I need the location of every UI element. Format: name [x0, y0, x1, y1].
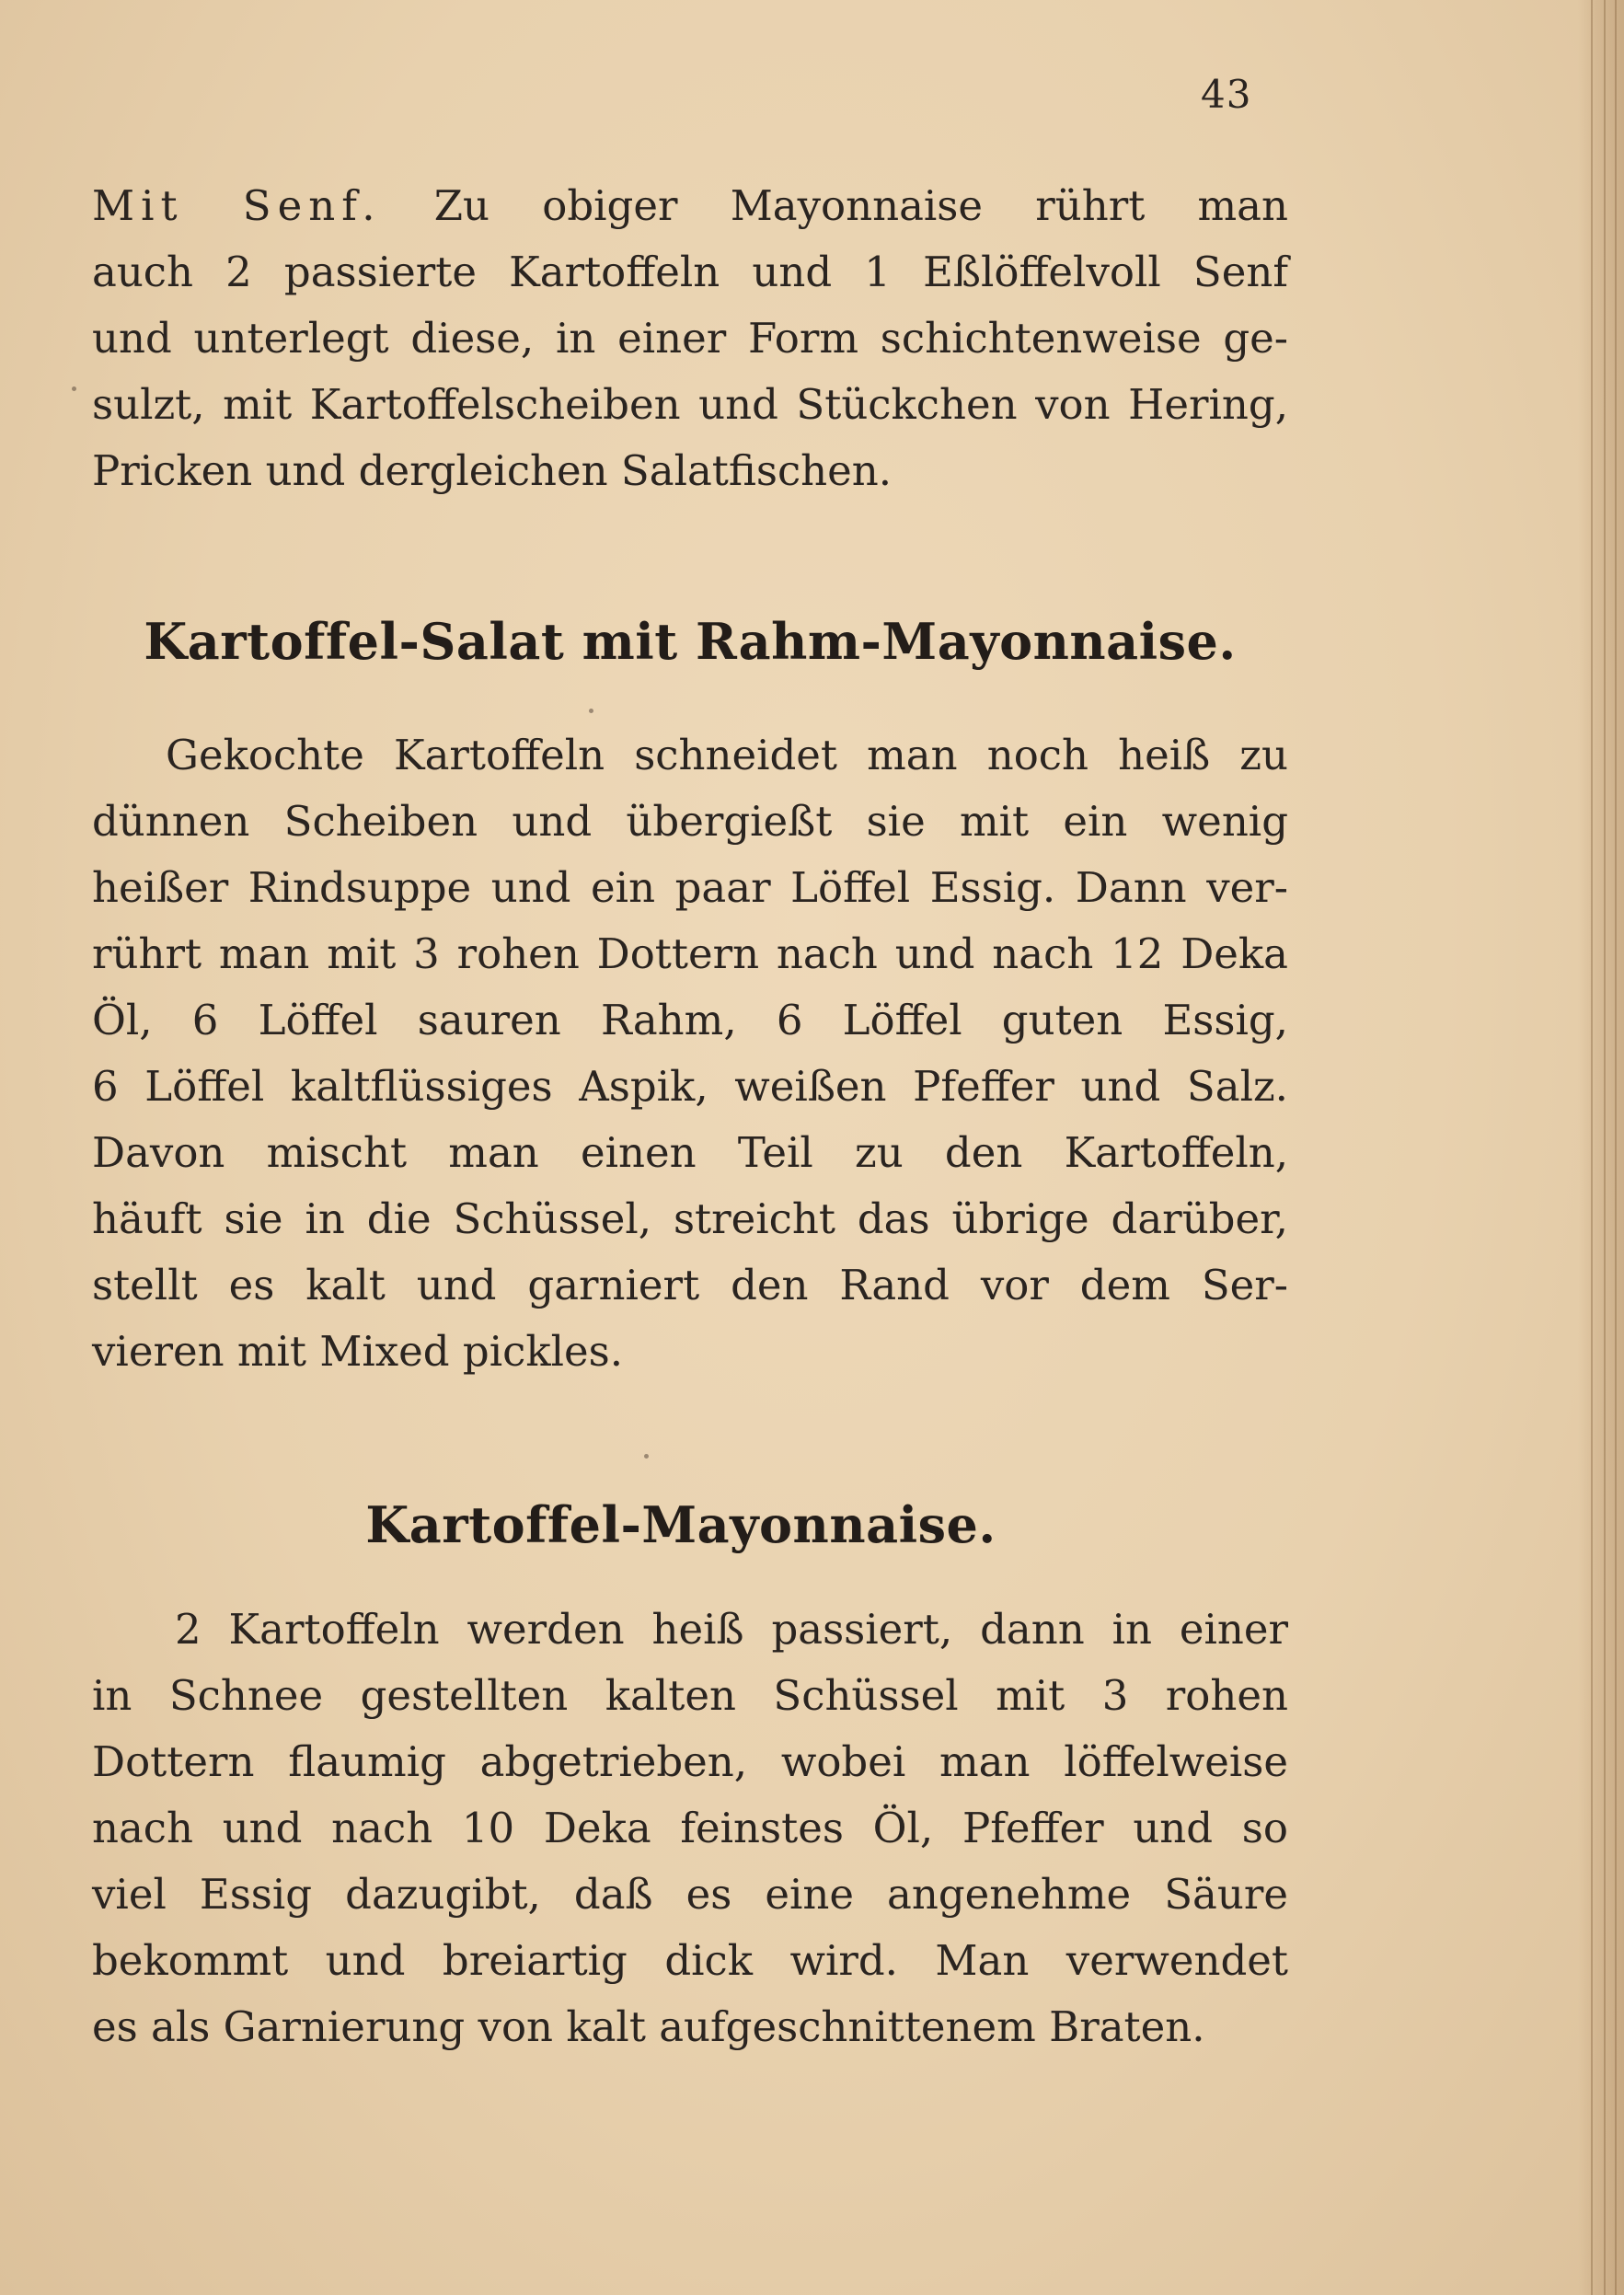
paragraph-line: in Schnee gestellten kalten Schüssel mit 3 rohen	[92, 1671, 1288, 1720]
paragraph-line: bekommt und breiartig dick wird. Man verwendet	[92, 1936, 1288, 1985]
lead-in: Mit Senf.	[92, 181, 382, 230]
paragraph-line: und unterlegt diese, in einer Form schichtenweise ge-	[92, 314, 1288, 363]
paragraph-line: häuft sie in die Schüssel, streicht das übrige darüber,	[92, 1194, 1288, 1243]
paragraph-line: sulzt, mit Kartoffelscheiben und Stückchen von Hering,	[92, 380, 1288, 429]
paragraph-line: rührt man mit 3 rohen Dottern nach und nach 12 Deka	[92, 929, 1288, 978]
paragraph-line: 2 Kartoffeln werden heiß passiert, dann in einer	[175, 1605, 1288, 1654]
paragraph-line: stellt es kalt und garniert den Rand vor dem Ser-	[92, 1261, 1288, 1309]
paragraph-line: Pricken und dergleichen Salatfischen.	[92, 446, 893, 495]
paragraph-line: heißer Rindsuppe und ein paar Löffel Essig. Dann ver-	[92, 863, 1288, 912]
page-edge	[1578, 0, 1624, 2295]
paragraph-line: auch 2 passierte Kartoffeln und 1 Eßlöffelvoll Senf	[92, 248, 1288, 296]
paragraph-line: 6 Löffel kaltflüssiges Aspik, weißen Pfeffer und Salz.	[92, 1062, 1288, 1111]
paragraph-line: Dottern flaumig abgetrieben, wobei man löffelweise	[92, 1737, 1288, 1786]
paragraph-line: es als Garnierung von kalt aufgeschnittenem Braten.	[92, 2002, 1205, 2051]
print-speck	[644, 1454, 649, 1459]
print-speck	[72, 386, 76, 391]
paragraph-line: viel Essig dazugibt, daß es eine angenehme Säure	[92, 1870, 1288, 1919]
page-number: 43	[1201, 72, 1252, 117]
print-speck	[589, 709, 593, 713]
paragraph-line: Mit Senf. Zu obiger Mayonnaise rührt man	[92, 181, 1288, 230]
paragraph-kartoffel-mayonnaise	[92, 1597, 1288, 2060]
paragraph-rahm-mayonnaise	[92, 722, 1288, 1385]
paragraph-line: nach und nach 10 Deka feinstes Öl, Pfeffer und so	[92, 1804, 1288, 1852]
section-heading: Kartoffel-Mayonnaise.	[365, 1495, 996, 1554]
paragraph-line: vieren mit Mixed pickles.	[92, 1327, 624, 1376]
paragraph-line: Gekochte Kartoffeln schneidet man noch heiß zu	[166, 731, 1288, 779]
paragraph-mit-senf	[92, 173, 1288, 504]
paragraph-line: dünnen Scheiben und übergießt sie mit ein wenig	[92, 797, 1288, 846]
section-heading: Kartoffel-Salat mit Rahm-Mayonnaise.	[144, 612, 1237, 671]
paragraph-line: Öl, 6 Löffel sauren Rahm, 6 Löffel guten Essig,	[92, 996, 1288, 1044]
paragraph-line: Davon mischt man einen Teil zu den Kartoffeln,	[92, 1128, 1288, 1177]
